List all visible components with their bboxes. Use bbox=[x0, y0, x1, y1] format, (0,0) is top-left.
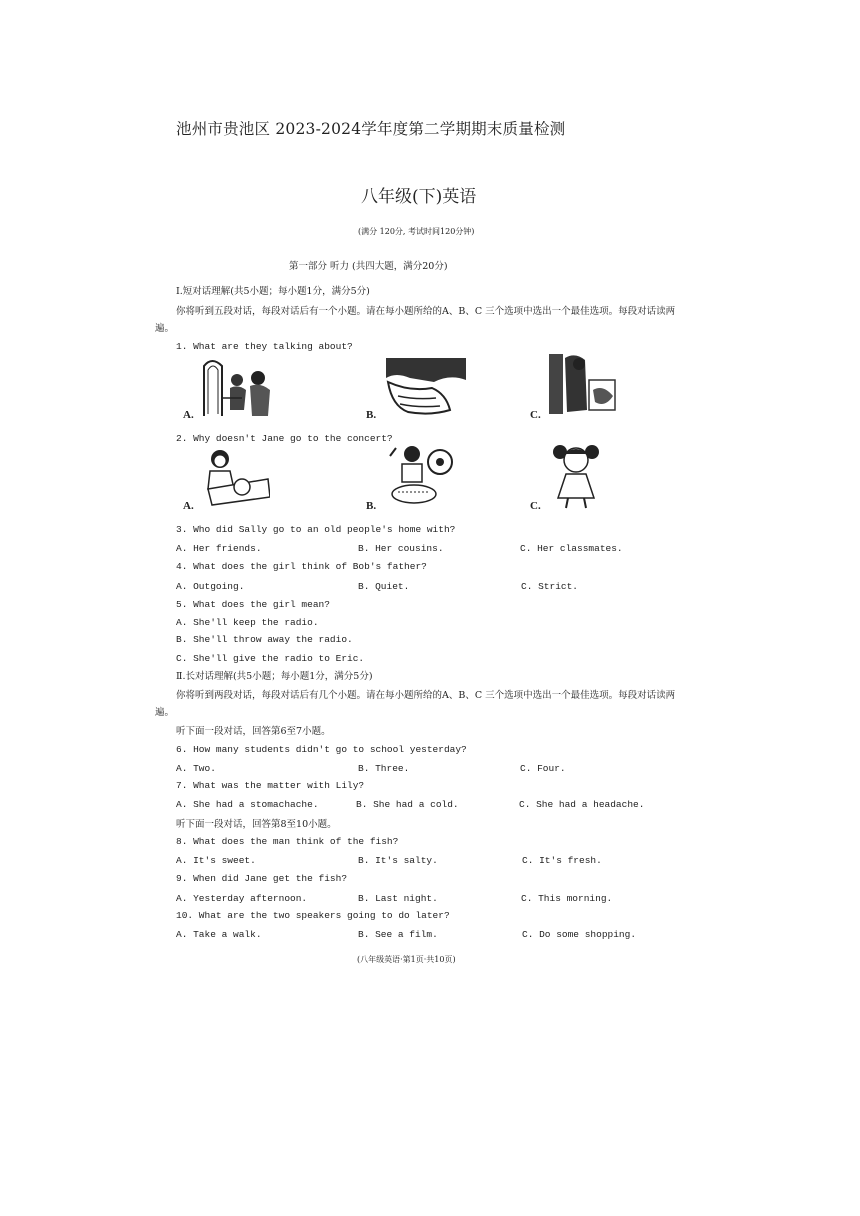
q4-option-a: A. Outgoing. bbox=[176, 581, 245, 592]
q3-option-c: C. Her classmates. bbox=[520, 543, 623, 554]
q2-label-c: C. bbox=[530, 500, 541, 512]
question-5: 5. What does the girl mean? bbox=[176, 599, 330, 610]
q2-picture-b bbox=[380, 442, 460, 508]
q6-option-b: B. Three. bbox=[358, 763, 410, 774]
question-1: 1. What are they talking about? bbox=[176, 341, 353, 352]
question-9: 9. When did Jane get the fish? bbox=[176, 873, 348, 884]
q8-option-a: A. It's sweet. bbox=[176, 855, 256, 866]
q2-label-a: A. bbox=[183, 500, 194, 512]
score-note: (满分 120分, 考试时间120分钟) bbox=[358, 227, 475, 236]
q7-option-b: B. She had a cold. bbox=[356, 799, 459, 810]
q1-label-a: A. bbox=[183, 409, 194, 421]
q7-option-a: A. She had a stomachache. bbox=[176, 799, 319, 810]
question-3: 3. Who did Sally go to an old people's home with? bbox=[176, 524, 456, 535]
q9-option-c: C. This morning. bbox=[521, 893, 613, 904]
q5-option-a: A. She'll keep the radio. bbox=[176, 617, 319, 628]
part-heading: 第一部分 听力 (共四大题，满分20分) bbox=[289, 261, 448, 272]
q1-label-b: B. bbox=[366, 409, 377, 421]
q10-option-b: B. See a film. bbox=[358, 929, 438, 940]
q9-option-b: B. Last night. bbox=[358, 893, 438, 904]
q7-option-c: C. She had a headache. bbox=[519, 799, 645, 810]
section1-instruction: 你将听到五段对话，每段对话后有一个小题。请在每小题所给的A、B、C 三个选项中选出一个最佳选项。每段对话读两 bbox=[176, 306, 676, 317]
section2-title: Ⅱ.长对话理解(共5小题；每小题1分，满分5分) bbox=[176, 671, 373, 682]
q5-option-b: B. She'll throw away the radio. bbox=[176, 634, 353, 645]
q10-option-a: A. Take a walk. bbox=[176, 929, 262, 940]
q2-picture-a bbox=[198, 445, 270, 509]
q10-option-c: C. Do some shopping. bbox=[522, 929, 637, 940]
q1-picture-a bbox=[182, 354, 282, 424]
section2-instruction-cont: 遍。 bbox=[155, 707, 175, 718]
q4-option-c: C. Strict. bbox=[521, 581, 579, 592]
q1-label-c: C. bbox=[530, 409, 541, 421]
q1-picture-c bbox=[545, 350, 620, 422]
dialogue-2-intro: 听下面一段对话，回答第8至10小题。 bbox=[176, 819, 337, 830]
dialogue-1-intro: 听下面一段对话，回答第6至7小题。 bbox=[176, 726, 331, 737]
q2-label-b: B. bbox=[366, 500, 377, 512]
question-7: 7. What was the matter with Lily? bbox=[176, 780, 365, 791]
subject-title: 八年级(下)英语 bbox=[361, 187, 477, 207]
q4-option-b: B. Quiet. bbox=[358, 581, 410, 592]
q8-option-b: B. It's salty. bbox=[358, 855, 438, 866]
q3-option-a: A. Her friends. bbox=[176, 543, 262, 554]
section1-title: Ⅰ.短对话理解(共5小题；每小题1分，满分5分) bbox=[176, 286, 370, 297]
q8-option-c: C. It's fresh. bbox=[522, 855, 602, 866]
q2-picture-c bbox=[546, 442, 606, 512]
section1-instruction-cont: 遍。 bbox=[155, 323, 175, 334]
exam-title: 池州市贵池区 2023-2024学年度第二学期期末质量检测 bbox=[176, 120, 566, 138]
q3-option-b: B. Her cousins. bbox=[358, 543, 444, 554]
q1-picture-b bbox=[370, 352, 470, 422]
question-2: 2. Why doesn't Jane go to the concert? bbox=[176, 433, 393, 444]
q9-option-a: A. Yesterday afternoon. bbox=[176, 893, 308, 904]
question-6: 6. How many students didn't go to school yesterday? bbox=[176, 744, 467, 755]
section2-instruction: 你将听到两段对话，每段对话后有几个小题。请在每小题所给的A、B、C 三个选项中选出一个最佳选项。每段对话读两 bbox=[176, 690, 676, 701]
question-10: 10. What are the two speakers going to do later? bbox=[176, 910, 450, 921]
question-8: 8. What does the man think of the fish? bbox=[176, 836, 399, 847]
q6-option-a: A. Two. bbox=[176, 763, 216, 774]
q5-option-c: C. She'll give the radio to Eric. bbox=[176, 653, 365, 664]
question-4: 4. What does the girl think of Bob's father? bbox=[176, 561, 427, 572]
q6-option-c: C. Four. bbox=[520, 763, 566, 774]
page-footer: (八年级英语·第1页·共10页) bbox=[357, 955, 456, 964]
